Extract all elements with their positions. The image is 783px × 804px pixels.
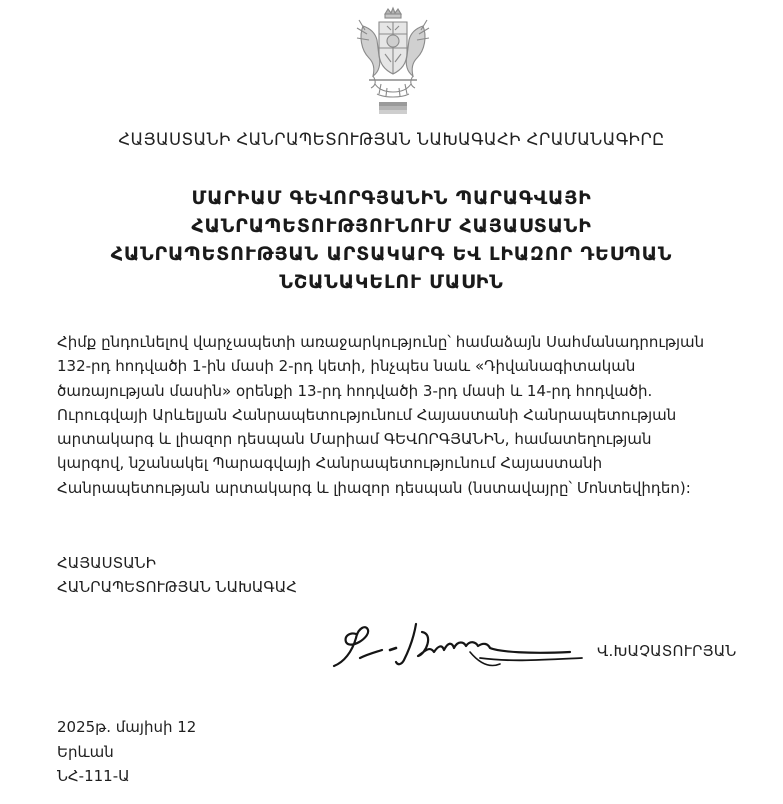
signature-image: [330, 612, 592, 678]
body-line: արտակարգ և լիազոր դեսպան Մարիամ ԳԵՎՈՐԳՅԱՆԻՆ, համատեղության: [57, 430, 652, 449]
body-line: ծառայության մասին» օրենքի 13-րդ հոդվածի 3-րդ մասի և 14-րդ հոդվածի.: [57, 381, 653, 400]
decree-title-line: ՀԱՆՐԱՊԵՏՈՒԹՅՈՒՆՈՒՄ ՀԱՅԱՍՏԱՆԻ: [191, 215, 592, 237]
body-line: Հանրապետության արտակարգ և լիազոր դեսպան (նստավայրը՝ Մոնտեվիդեո):: [57, 478, 691, 497]
body-line: Հիմք ընդունելով վարչապետի առաջարկությունը՝ համաձայն Սահմանադրության: [57, 333, 705, 351]
coat-of-arms-icon: [355, 6, 431, 118]
document-header: ՀԱՅԱՍՏԱՆԻ ՀԱՆՐԱՊԵՏՈՒԹՅԱՆ ՆԱԽԱԳԱՀԻ ՀՐԱՄԱՆԱԳԻՐԸ: [118, 130, 665, 149]
decree-title: [80, 184, 703, 296]
body-line: Ուրուգվայի Արևելյան Հանրապետությունում Հայաստանի Հանրապետության: [57, 405, 677, 424]
body-line: կարգով, նշանակել Պարագվայի Հանրապետությունում Հայաստանի: [57, 454, 603, 473]
signer-title: [57, 551, 297, 599]
decree-title-line: ՄԱՐԻԱՄ ԳԵՎՈՐԳՅԱՆԻՆ ՊԱՐԱԳՎԱՅԻ: [191, 187, 592, 209]
decree-title-line: ՀԱՆՐԱՊԵՏՈՒԹՅԱՆ ԱՐՏԱԿԱՐԳ ԵՎ ԼԻԱԶՈՐ ԴԵՍՊԱՆ: [110, 243, 673, 265]
signer-title-line: ՀԱՅԱՍՏԱՆԻ: [57, 554, 156, 572]
decree-body: [57, 330, 747, 500]
signer-title-line: ՀԱՆՐԱՊԵՏՈՒԹՅԱՆ ՆԱԽԱԳԱՀ: [57, 578, 297, 596]
decree-city: Երևան: [57, 742, 114, 761]
document-footer: [57, 715, 196, 789]
decree-date: 2025թ. մայիսի 12: [57, 718, 197, 736]
body-line: 132-րդ հոդվածի 1-ին մասի 2-րդ կետի, ինչպես նաև «Դիվանագիտական: [57, 357, 636, 376]
signer-name: Վ.ԽԱՉԱՏՈՒՐՅԱՆ: [597, 642, 737, 660]
decree-title-line: ՆՇԱՆԱԿԵԼՈՒ ՄԱՍԻՆ: [279, 271, 504, 293]
decree-number: ՆՀ-111-Ա: [57, 767, 130, 785]
